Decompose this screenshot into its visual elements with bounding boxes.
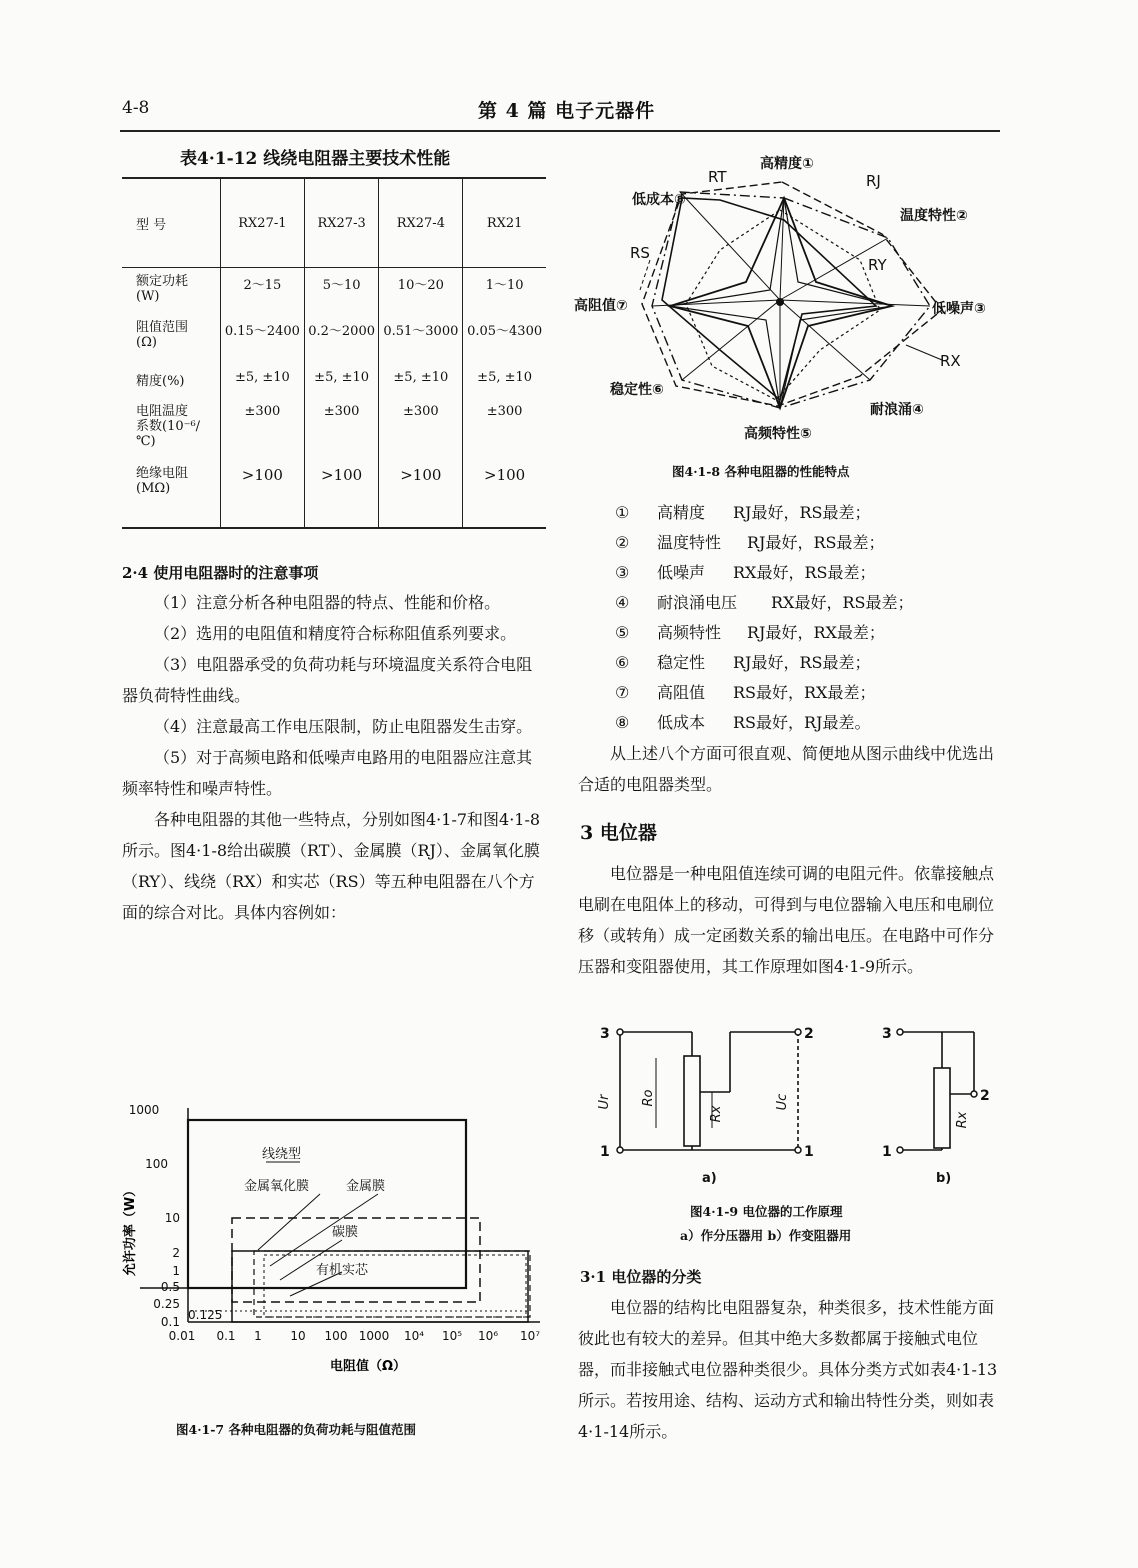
figure-caption: 图4·1-7 各种电阻器的负荷功耗与阻值范围	[176, 1422, 416, 1437]
paragraph: （4）注意最高工作电压限制，防止电阻器发生击穿。	[154, 717, 533, 736]
x-tick: 10⁵	[441, 1329, 463, 1343]
list-item	[615, 560, 875, 583]
figure-caption: 图4·1-9 电位器的工作原理	[690, 1204, 843, 1219]
terminal-label: 3	[600, 1026, 610, 1042]
axis-label: 低成本⑧	[632, 192, 686, 208]
resistance-label: Ro	[641, 1089, 656, 1107]
item-text: RJ最好，RS最差；	[733, 503, 871, 522]
item-name: 高频特性	[657, 623, 722, 642]
table-row	[122, 460, 546, 528]
item-text: RX最好，RS最差；	[733, 563, 876, 582]
row-label: 绝缘电阻 (MΩ)	[136, 465, 189, 496]
terminal-label: 1	[600, 1144, 610, 1160]
item-text: RX最好，RS最差；	[771, 593, 914, 612]
spec-table	[122, 177, 546, 529]
y-tick: 100	[145, 1157, 168, 1171]
x-axis-label: 电阻值（Ω）	[329, 1359, 407, 1374]
item-text: RS最好，RX最差；	[733, 683, 876, 702]
figure-caption: 图4·1-8 各种电阻器的性能特点	[672, 464, 850, 479]
x-tick: 10⁴	[403, 1329, 425, 1343]
table-row	[122, 268, 546, 314]
page-number: 4-8	[122, 98, 150, 118]
carbon-film-region	[254, 1251, 530, 1317]
series-label: RJ	[866, 172, 881, 190]
item-name: 耐浪涌电压	[657, 593, 738, 612]
header-rule	[120, 130, 1000, 132]
item-number: ⑧	[615, 713, 630, 732]
table-cell: ±300	[463, 398, 546, 460]
summary-paragraph: 从上述八个方面可很直观、简便地从图示曲线中优选出合适的电阻器类型。	[578, 744, 995, 794]
x-tick: 10⁷	[519, 1329, 541, 1343]
table-row	[122, 364, 546, 398]
table-cell: ±5, ±10	[463, 364, 546, 398]
item-name: 高精度	[657, 503, 706, 522]
item-name: 温度特性	[657, 533, 722, 552]
section-heading: 2·4 使用电阻器时的注意事项	[122, 564, 319, 582]
x-tick: 0.1	[216, 1329, 236, 1343]
x-tick: 10	[290, 1329, 306, 1343]
item-name: 高阻值	[657, 683, 706, 702]
terminal-label: 2	[980, 1088, 990, 1104]
item-number: ⑦	[615, 683, 630, 702]
power-resistance-chart	[120, 1090, 560, 1410]
table-row	[122, 398, 546, 460]
axis-label: 低噪声③	[932, 301, 986, 317]
table-cell: 2～15	[221, 268, 305, 314]
table-cell: ±300	[379, 398, 463, 460]
column-header: RX27-3	[304, 178, 379, 268]
row-label: 阻值范围 (Ω)	[136, 319, 189, 350]
column-header: RX27-4	[379, 178, 463, 268]
figure-subcaption: a）作分压器用 b）作变阻器用	[680, 1228, 852, 1243]
section-body: 电位器的结构比电阻器复杂，种类很多，技术性能方面彼此也有较大的差异。但其中绝大多数都属于接触式电位器，而非接触式电位器种类很少。具体分类方式如表4·1-13所示。若按用途、结构、运动方式和输出特性分类，则如表4·1-14所示。	[578, 1298, 998, 1441]
axis-label: 耐浪涌④	[870, 402, 924, 418]
axis-label: 高精度①	[760, 156, 814, 172]
item-number: ④	[615, 593, 630, 612]
table-cell: >100	[221, 460, 305, 528]
table-cell: 0.2～2000	[304, 314, 379, 364]
x-tick: 10⁶	[477, 1329, 499, 1343]
list-item	[615, 500, 870, 523]
paragraph: （3）电阻器承受的负荷功耗与环境温度关系符合电阻器负荷特性曲线。	[122, 655, 533, 705]
resistance-label: Rx	[709, 1105, 724, 1123]
paragraph: （5）对于高频电路和低噪声电路用的电阻器应注意其频率特性和噪声特性。	[122, 748, 533, 798]
table-title: 表4·1-12 线绕电阻器主要技术性能	[180, 149, 451, 169]
axis-label: 高阻值⑦	[574, 298, 628, 314]
subfigure-label: a)	[702, 1171, 717, 1186]
table-cell: ±5, ±10	[221, 364, 305, 398]
table-cell: ±300	[304, 398, 379, 460]
performance-radar-chart	[570, 150, 1010, 450]
item-text: RJ最好，RX最差；	[747, 623, 885, 642]
series-label: RX	[940, 352, 961, 370]
series-label: 金属膜	[346, 1179, 386, 1194]
y-tick: 2	[172, 1246, 180, 1260]
list-item	[615, 620, 885, 643]
table-cell: ±5, ±10	[304, 364, 379, 398]
item-name: 稳定性	[657, 653, 706, 672]
ry-polygon	[686, 210, 880, 400]
list-item	[615, 710, 870, 733]
series-label: 碳膜	[332, 1225, 359, 1240]
terminal-label: 1	[882, 1144, 892, 1160]
table-cell: 0.15～2400	[221, 314, 305, 364]
terminal-label: 1	[804, 1144, 814, 1160]
chapter-title: 第 4 篇 电子元器件	[478, 100, 656, 122]
x-tick: 1000	[358, 1329, 390, 1343]
item-number: ②	[615, 533, 630, 552]
y-tick: 1000	[128, 1103, 160, 1117]
row-label: 电阻温度 系数(10⁻⁶/ ℃)	[136, 403, 201, 449]
row-label: 精度(%)	[136, 373, 185, 389]
y-tick: 0.125	[188, 1308, 223, 1322]
section-heading: 3 电位器	[580, 822, 657, 844]
voltage-label: Uc	[775, 1093, 790, 1111]
terminal-label: 3	[882, 1026, 892, 1042]
item-number: ①	[615, 503, 630, 522]
y-tick: 1	[172, 1264, 180, 1278]
y-tick: 0.25	[153, 1297, 180, 1311]
table-cell: 10～20	[379, 268, 463, 314]
row-label: 额定功耗 (W)	[136, 274, 189, 304]
x-tick: 1	[254, 1329, 262, 1343]
resistor-body	[684, 1056, 700, 1146]
resistance-label: Rx	[955, 1111, 970, 1129]
section-heading: 3·1 电位器的分类	[580, 1268, 702, 1286]
section-body	[122, 587, 546, 928]
series-label: RT	[708, 168, 727, 186]
table-cell: >100	[463, 460, 546, 528]
table-cell: 0.51～3000	[379, 314, 463, 364]
axis-label: 高频特性⑤	[744, 426, 812, 442]
y-tick: 0.1	[160, 1315, 180, 1329]
table-cell: >100	[379, 460, 463, 528]
item-text: RS最好，RJ最差。	[733, 713, 871, 732]
table-row	[122, 314, 546, 364]
list-item	[615, 530, 884, 553]
item-number: ⑥	[615, 653, 630, 672]
paragraph: （1）注意分析各种电阻器的特点、性能和价格。	[154, 593, 501, 612]
series-label: RY	[868, 256, 887, 274]
y-tick: 0.5	[160, 1280, 180, 1294]
terminal-label: 2	[804, 1026, 814, 1042]
column-header: RX27-1	[221, 178, 305, 268]
series-label: 有机实芯	[316, 1263, 369, 1278]
item-text: RJ最好，RS最差；	[733, 653, 871, 672]
x-tick: 0.01	[168, 1329, 196, 1343]
series-label: 线绕型	[262, 1147, 302, 1162]
table-cell: ±300	[221, 398, 305, 460]
table-cell: >100	[304, 460, 379, 528]
section-body: 电位器是一种电阻值连续可调的电阻元件。依靠接触点电刷在电阻体上的移动，可得到与电位器输入电压和电刷位移（或转角）成一定函数关系的输出电压。在电路中可作分压器和变阻器使用，其工作原理如图4·1-9所示。	[578, 864, 995, 976]
table-cell: 1～10	[463, 268, 546, 314]
list-item	[615, 650, 870, 673]
voltage-label: Ur	[597, 1094, 612, 1110]
table-cell: 5～10	[304, 268, 379, 314]
axis-label: 稳定性⑥	[610, 382, 664, 398]
column-header: 型 号	[136, 217, 167, 233]
resistor-body	[934, 1068, 950, 1148]
axis-label: 温度特性②	[900, 208, 968, 224]
series-label: 金属氧化膜	[244, 1179, 310, 1194]
item-text: RJ最好，RS最差；	[747, 533, 885, 552]
item-number: ③	[615, 563, 630, 582]
list-item	[615, 680, 875, 703]
list-item	[615, 590, 913, 613]
organic-solid-region	[264, 1255, 526, 1317]
paragraph: （2）选用的电阻值和精度符合标称阻值系列要求。	[154, 624, 517, 643]
item-name: 低成本	[657, 713, 706, 732]
subfigure-label: b)	[936, 1171, 952, 1186]
table-cell: ±5, ±10	[379, 364, 463, 398]
potentiometer-diagram	[580, 1018, 1000, 1198]
table-header-row	[122, 178, 546, 268]
table-cell: 0.05～4300	[463, 314, 546, 364]
column-header: RX21	[463, 178, 546, 268]
series-label: RS	[630, 244, 650, 262]
item-number: ⑤	[615, 623, 630, 642]
x-tick: 100	[324, 1329, 348, 1343]
paragraph: 各种电阻器的其他一些特点，分别如图4·1-7和图4·1-8所示。图4·1-8给出碳膜（RT）、金属膜（RJ）、金属氧化膜（RY）、线绕（RX）和实芯（RS）等五种电阻器在八个方面的综合对比。具体内容例如：	[122, 810, 541, 922]
item-name: 低噪声	[657, 563, 706, 582]
y-axis-label: 允许功率（W）	[123, 1183, 138, 1277]
y-tick: 10	[164, 1211, 180, 1225]
